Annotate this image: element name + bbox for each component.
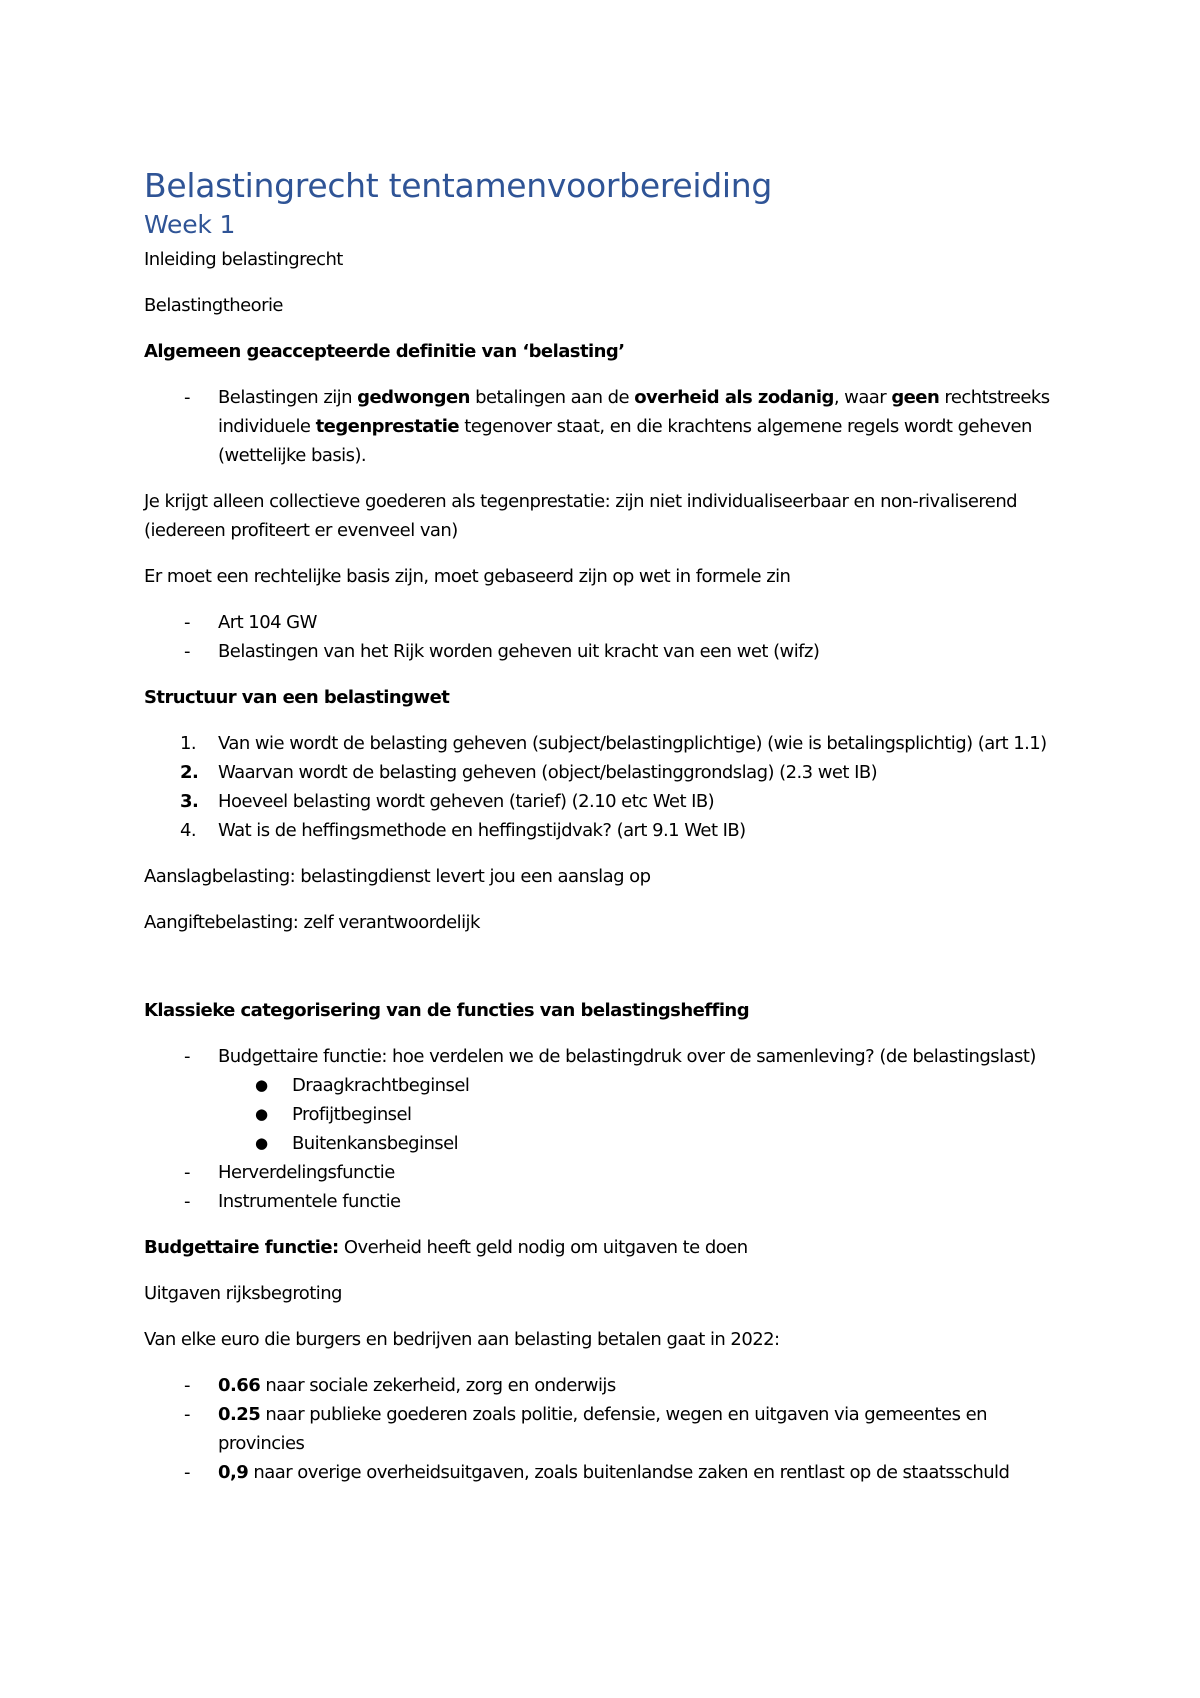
definitie-bold-4: tegenprestatie <box>315 416 460 437</box>
structuur-item-text: Hoeveel belasting wordt geheven (tarief) (2.10 etc Wet IB) <box>218 791 715 812</box>
paragraph-aanslagbelasting: Aanslagbelasting: belastingdienst levert jou een aanslag op <box>144 866 651 887</box>
functie-budgettaire-text: Budgettaire functie: hoe verdelen we de belastingdruk over de samenleving? (de belastingslast) <box>218 1046 1036 1067</box>
sub-list-container <box>144 1071 1064 1158</box>
list-item <box>144 1100 1064 1129</box>
heading-structuur <box>144 683 1064 712</box>
structuur-item-text: Wat is de heffingsmethode en heffingstijdvak? (art 9.1 Wet IB) <box>218 820 746 841</box>
definitie-text-4: rechtstreeks individuele <box>218 387 1050 437</box>
list-item <box>144 1042 1064 1071</box>
bullet-marker: ● <box>255 1134 268 1152</box>
document-body <box>144 164 1064 1504</box>
heading-structuur-text: Structuur van een belastingwet <box>144 687 450 708</box>
list-item <box>144 1458 1064 1487</box>
euro-amount: 0,9 <box>218 1462 249 1483</box>
beginselen-list <box>144 1071 1064 1158</box>
dash-marker: - <box>184 1162 190 1183</box>
list-item <box>144 1400 1064 1458</box>
definitie-text-1: Belastingen zijn <box>218 387 358 408</box>
basis-item-text: Belastingen van het Rijk worden geheven uit kracht van een wet (wifz) <box>218 641 820 662</box>
paragraph-rechtelijke-basis: Er moet een rechtelijke basis zijn, moet gebaseerd zijn op wet in formele zin <box>144 566 791 587</box>
functie-instrumentele-text: Instrumentele functie <box>218 1191 401 1212</box>
beginsel-text: Profijtbeginsel <box>292 1104 412 1125</box>
euro-text: naar sociale zekerheid, zorg en onderwijs <box>260 1375 616 1396</box>
list-item <box>144 758 1064 787</box>
dash-marker: - <box>184 612 190 633</box>
list-item <box>144 637 1064 666</box>
list-item <box>144 383 1064 470</box>
budgettaire-label: Budgettaire functie: <box>144 1237 339 1258</box>
dash-marker: - <box>184 1191 190 1212</box>
list-item <box>144 608 1064 637</box>
list-item <box>144 787 1064 816</box>
heading-klassieke-text: Klassieke categorisering van de functies van belastingsheffing <box>144 1000 750 1021</box>
document-title: Belastingrecht tentamenvoorbereiding <box>144 166 773 205</box>
number-marker: 3. <box>180 791 199 812</box>
basis-list <box>144 608 1064 666</box>
list-item <box>144 729 1064 758</box>
dash-marker: - <box>184 387 190 408</box>
list-item <box>144 816 1064 845</box>
number-marker: 2. <box>180 762 199 783</box>
bullet-marker: ● <box>255 1076 268 1094</box>
euro-text: naar overige overheidsuitgaven, zoals buitenlandse zaken en rentlast op de staatsschuld <box>248 1462 1010 1483</box>
dash-marker: - <box>184 641 190 662</box>
beginsel-text: Draagkrachtbeginsel <box>292 1075 470 1096</box>
functies-list <box>144 1042 1064 1216</box>
heading-definitie <box>144 337 1064 366</box>
euro-text: naar publieke goederen zoals politie, defensie, wegen en uitgaven via gemeentes en provincies <box>218 1404 987 1454</box>
list-item <box>144 1129 1064 1158</box>
euro-amount: 0.25 <box>218 1404 261 1425</box>
paragraph-budgettaire-functie <box>144 1233 1064 1262</box>
dash-marker: - <box>184 1046 190 1067</box>
number-marker: 4. <box>180 820 197 841</box>
week-heading: Week 1 <box>144 210 236 239</box>
paragraph-uitgaven: Uitgaven rijksbegroting <box>144 1283 342 1304</box>
number-marker: 1. <box>180 733 197 754</box>
structuur-item-text: Waarvan wordt de belasting geheven (object/belastinggrondslag) (2.3 wet IB) <box>218 762 878 783</box>
beginsel-text: Buitenkansbeginsel <box>292 1133 459 1154</box>
paragraph-euro: Van elke euro die burgers en bedrijven aan belasting betalen gaat in 2022: <box>144 1329 780 1350</box>
definitie-text-3: , waar <box>833 387 892 408</box>
paragraph-collectief: Je krijgt alleen collectieve goederen als tegenprestatie: zijn niet individualiseerbaar en non-rivaliserend (iedereen profiteert er evenveel van) <box>144 491 1018 541</box>
definitie-text-2: betalingen aan de <box>469 387 635 408</box>
paragraph-inleiding: Inleiding belastingrecht <box>144 249 343 270</box>
definitie-bold-3: geen <box>891 387 940 408</box>
definitie-text-5: tegenover staat, en die krachtens algemene regels wordt geheven (wettelijke basis). <box>218 416 1032 466</box>
heading-klassieke <box>144 996 1064 1025</box>
heading-definitie-text: Algemeen geaccepteerde definitie van ‘belasting’ <box>144 341 625 362</box>
definitie-list <box>144 383 1064 470</box>
list-item <box>144 1187 1064 1216</box>
definitie-bold-2: overheid als zodanig <box>634 387 834 408</box>
structuur-list <box>144 729 1064 845</box>
paragraph-belastingtheorie: Belastingtheorie <box>144 295 283 316</box>
dash-marker: - <box>184 1404 190 1425</box>
bullet-marker: ● <box>255 1105 268 1123</box>
definitie-bold-1: gedwongen <box>357 387 470 408</box>
functie-herverdeling-text: Herverdelingsfunctie <box>218 1162 395 1183</box>
list-item <box>144 1158 1064 1187</box>
list-item <box>144 1071 1064 1100</box>
structuur-item-text: Van wie wordt de belasting geheven (subject/belastingplichtige) (wie is betalingsplichtig) (art 1.1) <box>218 733 1047 754</box>
euro-list <box>144 1371 1064 1487</box>
basis-item-text: Art 104 GW <box>218 612 317 633</box>
dash-marker: - <box>184 1462 190 1483</box>
paragraph-aangiftebelasting: Aangiftebelasting: zelf verantwoordelijk <box>144 912 480 933</box>
budgettaire-text: Overheid heeft geld nodig om uitgaven te doen <box>338 1237 748 1258</box>
list-item <box>144 1371 1064 1400</box>
euro-amount: 0.66 <box>218 1375 261 1396</box>
dash-marker: - <box>184 1375 190 1396</box>
